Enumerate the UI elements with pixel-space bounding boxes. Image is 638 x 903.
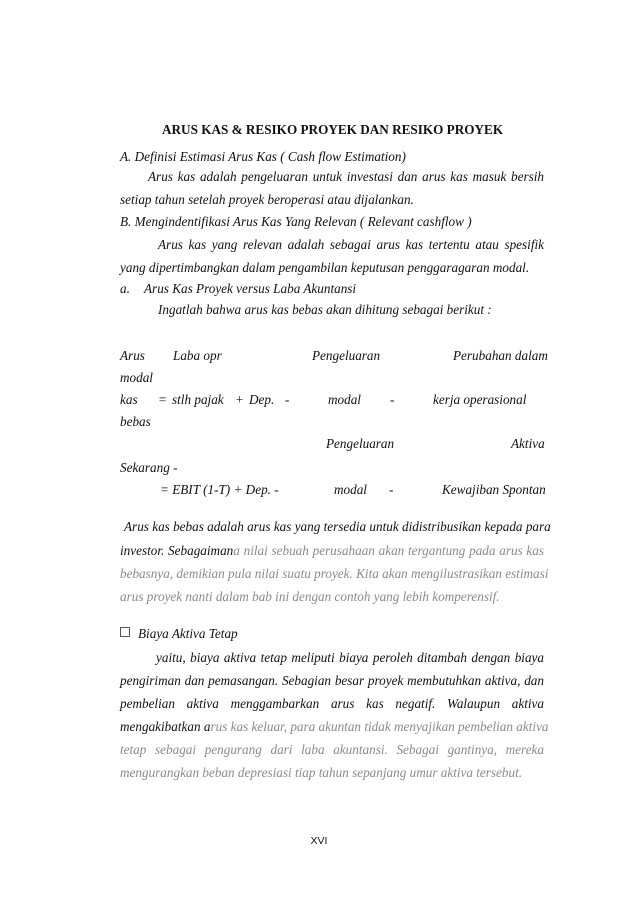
section-b-heading: B. Mengindentifikasi Arus Kas Yang Relevan ( Relevant cashflow ): [120, 214, 472, 229]
formula-plus: +: [235, 392, 244, 407]
formula-stlh-pajak: stlh pajak: [172, 392, 224, 407]
paragraph-2-line-2: yang dipertimbangkan dalam pengambilan keputusan penggaragaran modal.: [120, 260, 530, 275]
formula-laba-opr: Laba opr: [173, 348, 222, 363]
subsection-a-title: Arus Kas Proyek versus Laba Akuntansi: [144, 281, 357, 296]
paragraph-5-line-6: mengurangkan beban depresiasi tiap tahun sepanjang umur aktiva tersebut.: [120, 765, 523, 780]
paragraph-4-line-1: Arus kas bebas adalah arus kas yang tersedia untuk didistribusikan kepada para: [124, 519, 551, 534]
subsection-a-marker: a.: [120, 281, 130, 296]
paragraph-5-line-5: tetap sebagai pengurang dari laba akuntansi. Sebagai gantinya, mereka: [120, 742, 544, 757]
paragraph-5-line-3: pembelian aktiva menggambarkan arus kas negatif. Walaupun aktiva: [120, 696, 544, 711]
formula-modal-3: modal: [334, 482, 367, 497]
formula-modal-2: modal: [328, 392, 361, 407]
paragraph-4-line-2: [120, 542, 544, 560]
formula-minus-1: -: [285, 392, 290, 407]
page-number: XVI: [310, 835, 328, 847]
formula-ebit: = EBIT (1-T) + Dep. -: [160, 482, 279, 497]
formula-aktiva: Aktiva: [511, 436, 545, 451]
paragraph-5-line-4-dark: mengakibatkan a: [120, 719, 211, 734]
paragraph-2-line-1: Arus kas yang relevan adalah sebagai arus kas tertentu atau spesifik: [158, 237, 544, 252]
formula-minus-3: -: [389, 482, 394, 497]
formula-equals: =: [158, 392, 167, 407]
page-title: ARUS KAS & RESIKO PROYEK DAN RESIKO PROYEK: [162, 122, 504, 137]
formula-minus-2: -: [390, 392, 395, 407]
paragraph-5-line-1: yaitu, biaya aktiva tetap meliputi biaya peroleh ditambah dengan biaya: [156, 650, 544, 665]
bullet-title: Biaya Aktiva Tetap: [138, 626, 238, 641]
paragraph-4-line-4: arus proyek nanti dalam bab ini dengan contoh yang lebih komperensif.: [120, 589, 500, 604]
paragraph-5-line-4-grey: rus kas keluar, para akuntan tidak menyajikan pembelian aktiva: [210, 719, 549, 734]
paragraph-4-line-2-dark: investor. Sebagaiman: [120, 543, 234, 558]
bullet-box-icon: [120, 627, 130, 637]
formula-pengeluaran-2: Pengeluaran: [326, 436, 395, 451]
paragraph-5-line-4: [120, 718, 549, 736]
formula-pengeluaran-1: Pengeluaran: [312, 348, 381, 363]
formula-kewajiban-spontan: Kewajiban Spontan: [442, 482, 546, 497]
paragraph-4-line-2-grey: a nilai sebuah perusahaan akan tergantung pada arus kas: [233, 543, 544, 558]
formula-perubahan-dalam: Perubahan dalam: [453, 348, 548, 363]
formula-kerja-operasional: kerja operasional: [433, 392, 527, 407]
paragraph-1-line-1: Arus kas adalah pengeluaran untuk investasi dan arus kas masuk bersih: [148, 169, 544, 184]
section-a-heading: A. Definisi Estimasi Arus Kas ( Cash flow Estimation): [120, 149, 406, 164]
paragraph-1-line-2: setiap tahun setelah proyek beroperasi atau dijalankan.: [120, 192, 414, 207]
formula-bebas: bebas: [120, 414, 151, 429]
formula-arus: Arus: [120, 348, 145, 363]
paragraph-5-line-2: pengiriman dan pemasangan. Sebagian besar proyek membutuhkan aktiva, dan: [120, 673, 544, 688]
formula-kas: kas: [120, 392, 138, 407]
formula-sekarang: Sekarang -: [120, 460, 178, 475]
paragraph-4-line-3: bebasnya, demikian pula nilai suatu proyek. Kita akan mengilustrasikan estimasi: [120, 566, 549, 581]
paragraph-3: Ingatlah bahwa arus kas bebas akan dihitung sebagai berikut :: [158, 302, 492, 317]
formula-dep: Dep.: [249, 392, 275, 407]
formula-modal-1: modal: [120, 370, 153, 385]
